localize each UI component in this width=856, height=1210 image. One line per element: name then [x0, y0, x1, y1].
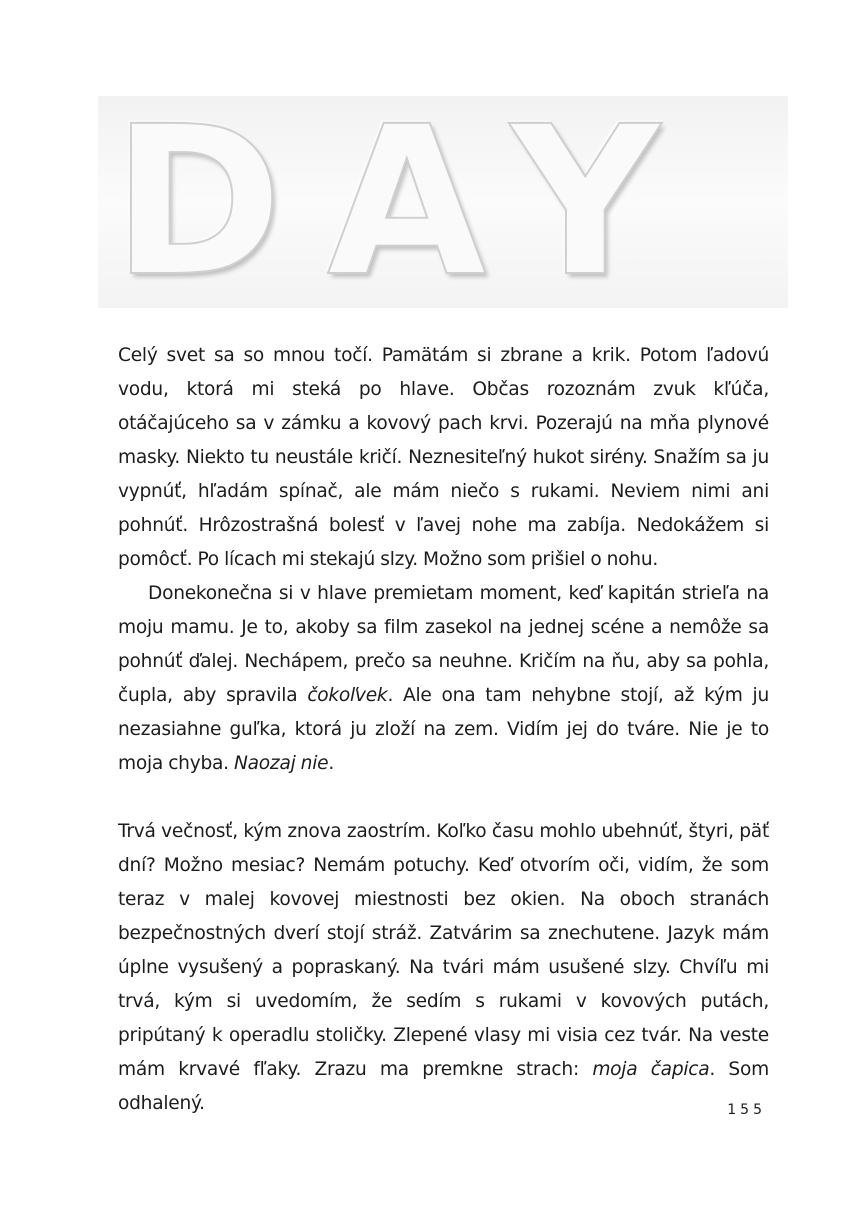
body-text [118, 339, 769, 1121]
page-number: 155 [727, 1102, 766, 1118]
paragraph-2-part-2: . Ale ona tam nehybne stojí, až kým ju nezasiahne guľka, ktorá ju zloží na zem. Vidím jej do tváre. Nie je to moja chyba. [118, 685, 769, 774]
paragraph-3-emphasis-1: moja čapica [592, 1059, 710, 1080]
paragraph-2 [118, 577, 769, 781]
paragraph-2-part-3: . [328, 753, 334, 774]
chapter-heading: DAY [112, 82, 704, 322]
paragraph-2-emphasis-1: čokoľvek [307, 685, 388, 706]
paragraph-3 [118, 815, 769, 1121]
paragraph-3-part-1: Trvá večnosť, kým znova zaostrím. Koľko času mohlo ubehnúť, štyri, päť dní? Možno mesiac? Nemám potuchy. Keď otvorím oči, vidím, že som teraz v malej kovovej miestnosti bez okien. Na oboch stranách bezpečnostných dverí stojí stráž. Zatvárim sa znechutene. Jazyk mám úplne vysušený a popraskaný. Na tvári mám usušené slzy. Chvíľu mi trvá, kým si uvedomím, že sedím s rukami v kovových putách, pripútaný k operadlu stoličky. Zlepené vlasy mi visia cez tvár. Na veste mám krvavé fľaky. Zrazu ma premkne strach: [118, 821, 769, 1080]
paragraph-2-part-1: Donekonečna si v hlave premietam moment, keď kapitán strieľa na moju mamu. Je to, akoby sa film zasekol na jednej scéne a nemôže sa pohnúť ďalej. Nechápem, prečo sa neuhne. Kričím na ňu, aby sa pohla, čupla, aby spravila [118, 583, 769, 706]
paragraph-1: Celý svet sa so mnou točí. Pamätám si zbrane a krik. Potom ľadovú vodu, ktorá mi steká po hlave. Občas rozoznám zvuk kľúča, otáčajúceho sa v zámku a kovový pach krvi. Pozerajú na mňa plynové masky. Niekto tu neustále kričí. Neznesiteľný hukot sirény. Snažím sa ju vypnúť, hľadám spínač, ale mám niečo s rukami. Neviem nimi ani pohnúť. Hrôzostrašná bolesť v ľavej nohe ma zabíja. Nedokážem si pomôcť. Po lícach mi stekajú slzy. Možno som prišiel o nohu. [118, 345, 769, 570]
paragraph-3-part-2: . Som odhalený. [118, 1059, 769, 1114]
paragraph-2-emphasis-2: Naozaj nie [234, 753, 329, 774]
